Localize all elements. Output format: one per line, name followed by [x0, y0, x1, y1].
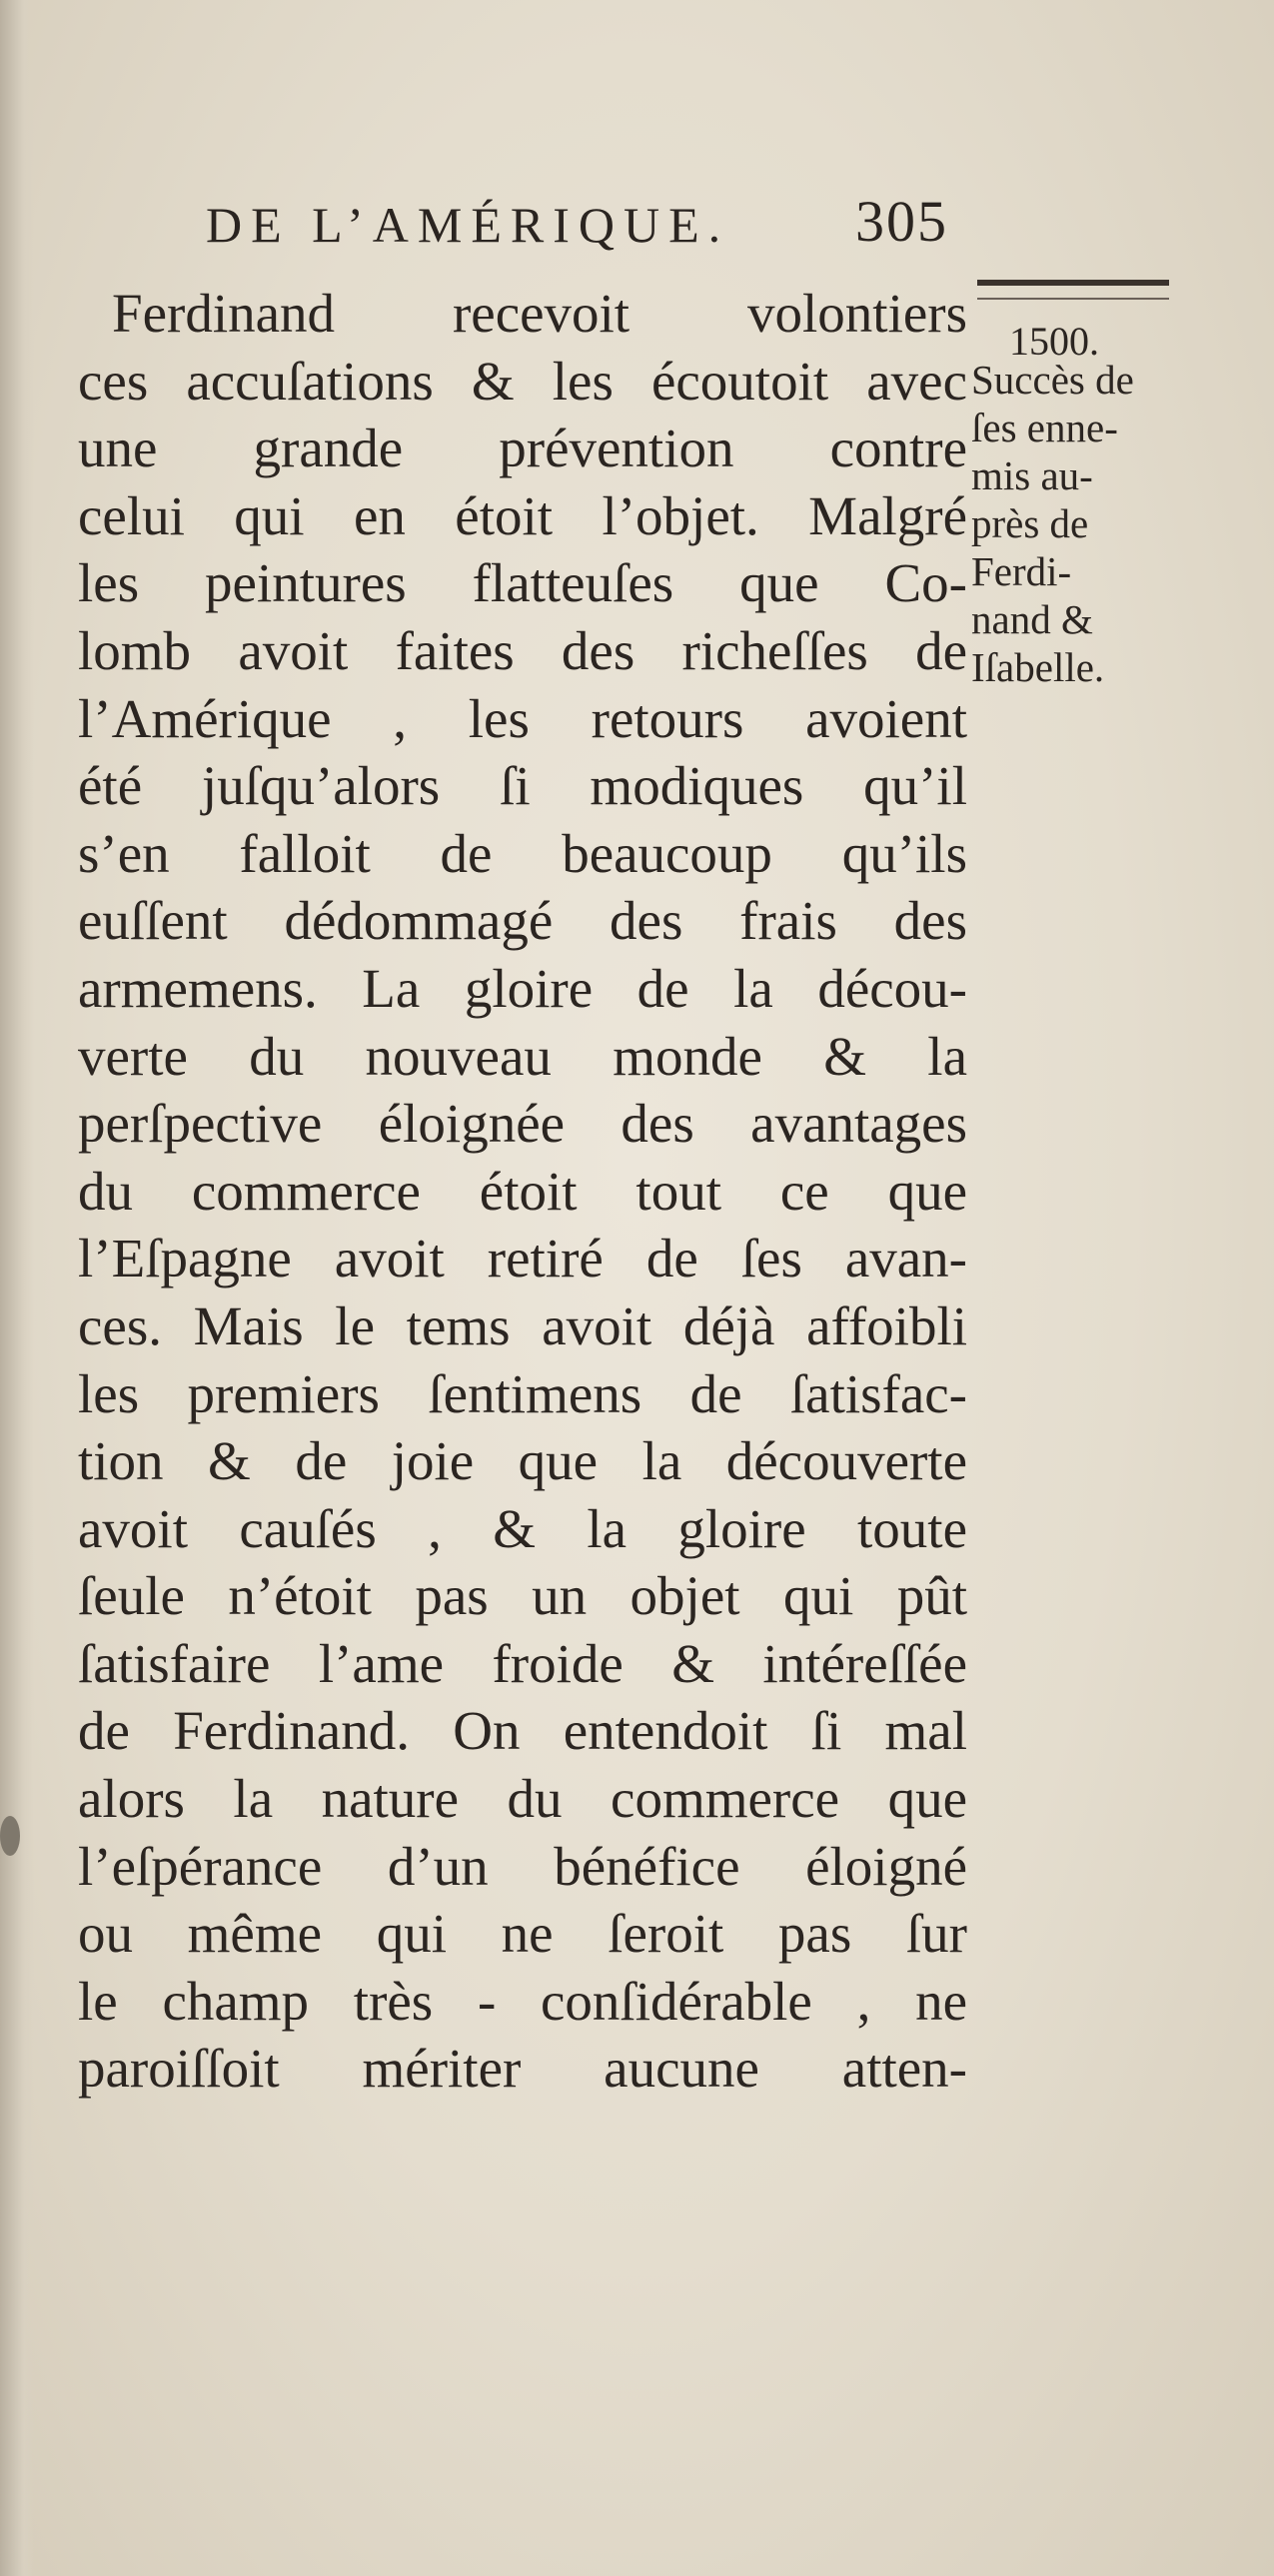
text-line: celui qui en étoit l’objet. Malgré: [78, 484, 967, 546]
text-line: ces accuſations & les écoutoit avec: [78, 350, 967, 412]
text-line: ou même qui ne ſeroit pas ſur: [78, 1903, 967, 1965]
text-line: Ferdinand recevoit volontiers: [112, 283, 967, 344]
margin-note-line: nand &: [971, 596, 1093, 642]
margin-rule: [977, 280, 1169, 286]
text-line: de Ferdinand. On entendoit ſi mal: [78, 1700, 967, 1762]
margin-note-line: Succès de: [971, 357, 1134, 403]
text-line: alors la nature du commerce que: [78, 1768, 967, 1830]
text-line: s’en falloit de beaucoup qu’ils: [78, 822, 967, 884]
text-line: une grande prévention contre: [78, 418, 967, 479]
margin-note-line: ſes enne-: [971, 405, 1118, 450]
text-line: l’Eſpagne avoit retiré de ſes avan-: [78, 1228, 967, 1289]
text-line: du commerce étoit tout ce que: [78, 1160, 967, 1222]
ink-stain: [0, 1816, 20, 1856]
text-line: armemens. La gloire de la décou-: [78, 957, 967, 1019]
text-line: perſpective éloignée des avantages: [78, 1093, 967, 1155]
page-edge-shadow: [0, 0, 34, 2576]
text-line: les premiers ſentimens de ſatisfac-: [78, 1362, 967, 1424]
margin-note: [971, 356, 1171, 691]
margin-note-line: Ferdi-: [971, 548, 1072, 594]
margin-note-line: Iſabelle.: [971, 644, 1105, 690]
page-header: [206, 189, 985, 266]
text-line: l’eſpérance d’un bénéfice éloigné: [78, 1835, 967, 1897]
text-line: été juſqu’alors ſi modiques qu’il: [78, 755, 967, 817]
running-head: DE L’AMÉRIQUE.: [206, 197, 730, 253]
margin-year: 1500.: [1009, 319, 1099, 364]
text-line: verte du nouveau monde & la: [78, 1025, 967, 1087]
text-line: lomb avoit faites des richeſſes de: [78, 619, 967, 681]
body-text: [78, 280, 967, 2103]
text-line: les peintures flatteuſes que Co-: [78, 552, 967, 614]
text-line: ſeule n’étoit pas un objet qui pût: [78, 1565, 967, 1627]
text-line: paroiſſoit mériter aucune atten-: [78, 2038, 967, 2100]
text-line: euſſent dédommagé des frais des: [78, 890, 967, 952]
text-line: ces. Mais le tems avoit déjà affoibli: [78, 1294, 967, 1356]
margin-rule-thin: [977, 298, 1169, 300]
margin-note-line: près de: [971, 500, 1089, 546]
text-line: le champ très - conſidérable , ne: [78, 1970, 967, 2032]
text-line: ſatisfaire l’ame froide & intéreſſée: [78, 1632, 967, 1694]
page-number: 305: [855, 189, 948, 254]
text-line: l’Amérique , les retours avoient: [78, 687, 967, 749]
text-line: tion & de joie que la découverte: [78, 1430, 967, 1492]
margin-note-line: mis au-: [971, 452, 1093, 498]
text-line: avoit cauſés , & la gloire toute: [78, 1497, 967, 1559]
